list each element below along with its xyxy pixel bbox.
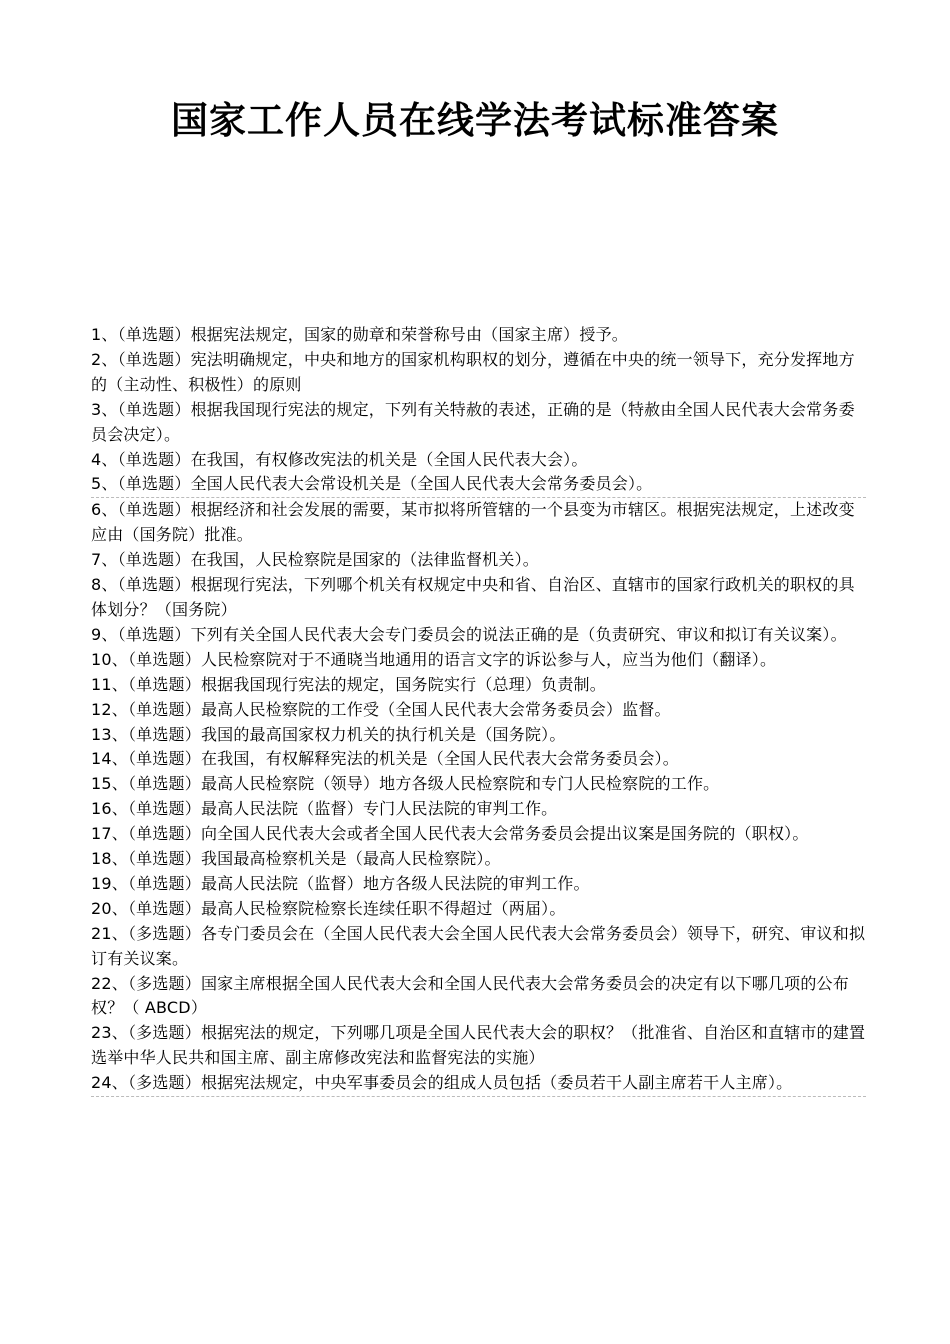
list-item: 3、（单选题）根据我国现行宪法的规定，下列有关特赦的表述，正确的是（特赦由全国人民代表大会常务委员会决定）。 bbox=[91, 399, 855, 444]
list-item: 5、（单选题）全国人民代表大会常设机关是（全国人民代表大会常务委员会）。 bbox=[91, 472, 866, 498]
list-item: 13、（单选题）我国的最高国家权力机关的执行机关是（国务院）。 bbox=[91, 724, 566, 744]
list-item: 20、（单选题）最高人民检察院检察长连续任职不得超过（两届）。 bbox=[91, 898, 566, 918]
list-item: 6、（单选题）根据经济和社会发展的需要，某市拟将所管辖的一个县变为市辖区。根据宪法规定，上述改变应由（国务院）批准。 bbox=[91, 500, 855, 545]
list-item: 16、（单选题）最高人民法院（监督）专门人民法院的审判工作。 bbox=[91, 799, 558, 819]
list-item: 21、（多选题）各专门委员会在（全国人民代表大会全国人民代表大会常务委员会）领导下，研究、审议和拟订有关议案。 bbox=[91, 923, 866, 968]
list-item: 4、（单选题）在我国，有权修改宪法的机关是（全国人民代表大会）。 bbox=[91, 449, 588, 469]
list-item: 8、（单选题）根据现行宪法，下列哪个机关有权规定中央和省、自治区、直辖市的国家行政机关的职权的具体划分？（国务院） bbox=[91, 575, 855, 619]
list-item: 12、（单选题）最高人民检察院的工作受（全国人民代表大会常务委员会）监督。 bbox=[91, 699, 671, 719]
question-answer-list bbox=[91, 323, 866, 1097]
list-item: 15、（单选题）最高人民检察院（领导）地方各级人民检察院和专门人民检察院的工作。 bbox=[91, 774, 720, 794]
list-item: 14、（单选题）在我国，有权解释宪法的机关是（全国人民代表大会常务委员会）。 bbox=[91, 749, 679, 769]
list-item: 2、（单选题）宪法明确规定，中央和地方的国家机构职权的划分，遵循在中央的统一领导下，充分发挥地方的（主动性、积极性）的原则 bbox=[91, 349, 855, 394]
list-item: 22、（多选题）国家主席根据全国人民代表大会和全国人民代表大会常务委员会的决定有以下哪几项的公布权？（ ABCD） bbox=[91, 973, 849, 1018]
document-title: 国家工作人员在线学法考试标准答案 bbox=[171, 98, 779, 142]
list-item: 23、（多选题）根据宪法的规定，下列哪几项是全国人民代表大会的职权？（批准省、自治区和直辖市的建置 选举中华人民共和国主席、副主席修改宪法和监督宪法的实施） bbox=[91, 1023, 866, 1068]
list-item: 10、（单选题）人民检察院对于不通晓当地通用的语言文字的诉讼参与人，应当为他们（翻译）。 bbox=[91, 649, 777, 669]
list-item: 7、（单选题）在我国，人民检察院是国家的（法律监督机关）。 bbox=[91, 550, 539, 570]
list-item: 17、（单选题）向全国人民代表大会或者全国人民代表大会常务委员会提出议案是国务院的（职权）。 bbox=[91, 824, 809, 844]
list-item: 19、（单选题）最高人民法院（监督）地方各级人民法院的审判工作。 bbox=[91, 873, 590, 893]
list-item: 11、（单选题）根据我国现行宪法的规定，国务院实行（总理）负责制。 bbox=[91, 674, 606, 694]
list-item: 24、（多选题）根据宪法规定，中央军事委员会的组成人员包括（委员若干人副主席若干人主席）。 bbox=[91, 1071, 866, 1097]
list-item: 9、（单选题）下列有关全国人民代表大会专门委员会的说法正确的是（负责研究、审议和拟订有关议案）。 bbox=[91, 624, 847, 644]
list-item: 18、（单选题）我国最高检察机关是（最高人民检察院）。 bbox=[91, 849, 501, 869]
list-item: 1、（单选题）根据宪法规定，国家的勋章和荣誉称号由（国家主席）授予。 bbox=[91, 325, 628, 344]
